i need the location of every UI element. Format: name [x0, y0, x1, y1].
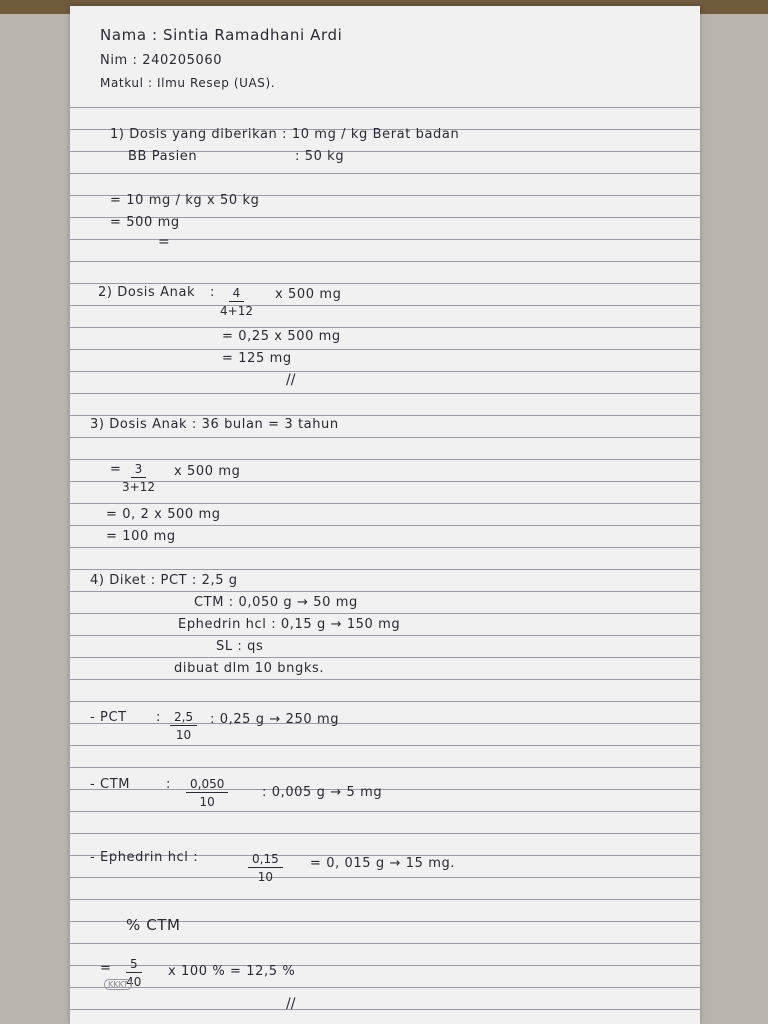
q2-eq: :	[210, 285, 215, 300]
q3-frac-num: 3	[131, 462, 147, 478]
eph-label: - Ephedrin hcl :	[90, 850, 199, 865]
ctm-fraction	[186, 777, 228, 809]
pct-frac-num: 2,5	[170, 710, 197, 726]
q1-bb-label: BB Pasien	[128, 149, 198, 164]
q3-line1: 3) Dosis Anak : 36 bulan = 3 tahun	[90, 417, 339, 432]
pct-label: - PCT	[90, 710, 127, 725]
stamp-mark: KKKT	[104, 979, 132, 990]
percent-frac-den: 40	[126, 975, 142, 989]
ctm-frac-num: 0,050	[186, 777, 228, 793]
pct-frac-den: 10	[175, 728, 192, 742]
q2-step2: = 125 mg	[222, 351, 292, 366]
q3-frac-den: 3+12	[122, 480, 155, 494]
q1-end-mark: =	[158, 234, 170, 250]
q2-fraction	[220, 286, 253, 318]
percent-title: % CTM	[126, 916, 181, 934]
percent-result: x 100 % = 12,5 %	[168, 964, 296, 979]
q2-label: 2) Dosis Anak	[98, 285, 196, 300]
eph-frac-num: 0,15	[248, 852, 283, 868]
q4-line2: CTM : 0,050 g → 50 mg	[194, 595, 358, 610]
q1-bb-value: : 50 kg	[295, 149, 345, 164]
eph-frac-den: 10	[257, 870, 273, 884]
q3-fraction	[122, 462, 155, 494]
q2-times: x 500 mg	[275, 287, 342, 302]
student-nim: Nim : 240205060	[100, 53, 223, 68]
q2-end-mark: //	[286, 372, 296, 388]
q2-frac-num: 4	[229, 286, 245, 302]
q4-line3: Ephedrin hcl : 0,15 g → 150 mg	[178, 617, 401, 632]
ctm-result: : 0,005 g → 5 mg	[262, 785, 383, 800]
eph-fraction	[248, 852, 283, 884]
ctm-eq: :	[166, 777, 171, 792]
pct-fraction	[170, 710, 197, 742]
percent-eq: =	[100, 961, 112, 976]
q3-eq: =	[110, 462, 122, 477]
q3-step1: = 0, 2 x 500 mg	[106, 507, 221, 522]
q4-line4: SL : qs	[216, 639, 264, 654]
q4-line5: dibuat dlm 10 bngks.	[174, 661, 325, 676]
q2-frac-den: 4+12	[220, 304, 253, 318]
course-name: Matkul : Ilmu Resep (UAS).	[100, 76, 276, 90]
student-name: Nama : Sintia Ramadhani Ardi	[100, 26, 343, 44]
notebook-page	[70, 6, 700, 1024]
q3-step2: = 100 mg	[106, 529, 176, 544]
eph-result: = 0, 015 g → 15 mg.	[310, 856, 456, 871]
q4-line1: 4) Diket : PCT : 2,5 g	[90, 573, 238, 588]
q2-step1: = 0,25 x 500 mg	[222, 329, 341, 344]
percent-frac-num: 5	[126, 957, 142, 973]
q3-times: x 500 mg	[174, 464, 241, 479]
ctm-frac-den: 10	[199, 795, 215, 809]
ctm-label: - CTM	[90, 777, 131, 792]
pct-result: : 0,25 g → 250 mg	[210, 712, 340, 727]
pct-eq: :	[156, 710, 161, 725]
q1-line1: 1) Dosis yang diberikan : 10 mg / kg Berat badan	[110, 127, 460, 142]
percent-end-mark: //	[286, 996, 296, 1012]
q1-calc1: = 10 mg / kg x 50 kg	[110, 193, 260, 208]
q1-calc2: = 500 mg	[110, 215, 180, 230]
